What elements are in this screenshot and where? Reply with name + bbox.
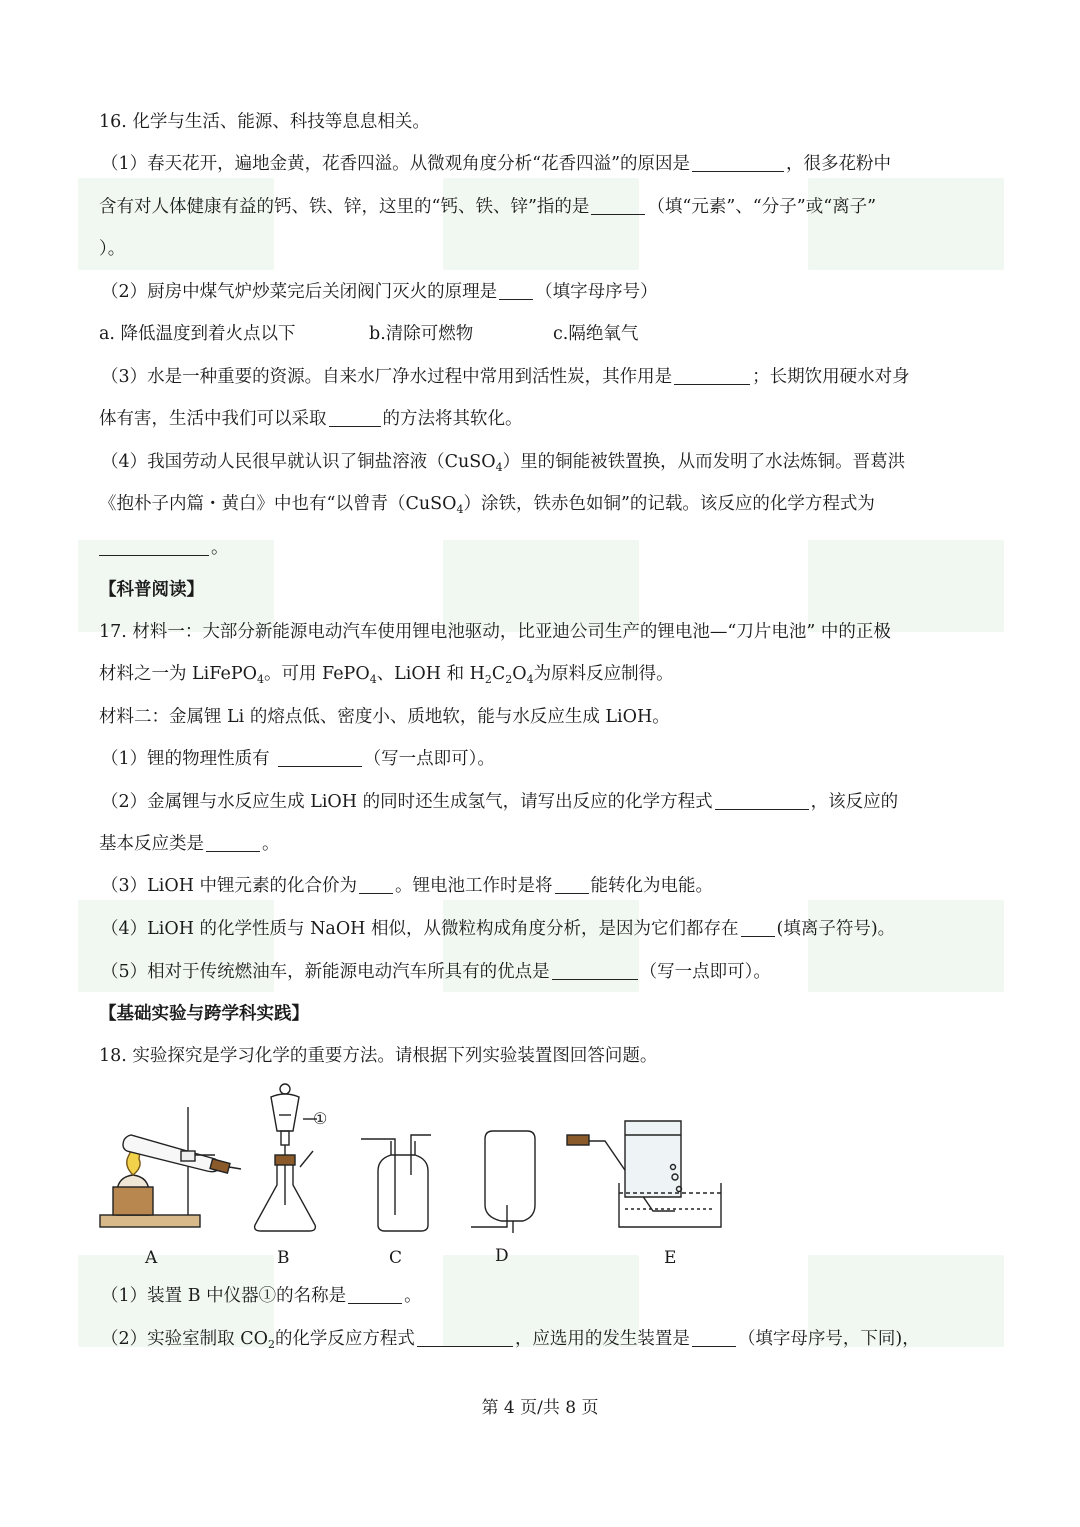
answer-blank[interactable] bbox=[206, 833, 260, 852]
q16-part4-line1: （4）我国劳动人民很早就认识了铜盐溶液（CuSO$_4$）里的铜能被铁置换，从而发明了水法炼铜。晋葛洪 bbox=[101, 452, 906, 474]
q16-part1-line1: （1）春天花开，遍地金黄，花香四溢。从微观角度分析“花香四溢”的原因是 ，很多花粉中 bbox=[101, 154, 892, 174]
instrument-marker: ① bbox=[313, 1109, 328, 1128]
answer-blank[interactable] bbox=[741, 918, 775, 937]
option-a: a. 降低温度到着火点以下 bbox=[99, 324, 296, 344]
page-footer: 第 4 页/共 8 页 bbox=[481, 1398, 599, 1418]
watermark-block bbox=[443, 178, 639, 270]
q17-part4: （4）LiOH 的化学性质与 NaOH 相似，从微粒构成角度分析，是因为它们都存在 (填离子符号)。 bbox=[101, 919, 896, 939]
apparatus-b bbox=[255, 1084, 328, 1231]
option-b: b.清除可燃物 bbox=[369, 324, 474, 344]
answer-blank[interactable] bbox=[552, 961, 638, 980]
section-heading-science-reading: 【科普阅读】 bbox=[99, 580, 204, 600]
answer-blank[interactable] bbox=[715, 791, 809, 810]
option-c: c.隔绝氧气 bbox=[553, 324, 639, 344]
watermark-block bbox=[443, 540, 639, 632]
q16-part3-line1: （3）水是一种重要的资源。自来水厂净水过程中常用到活性炭，其作用是 ；长期饮用硬水对身 bbox=[101, 367, 910, 387]
q16-stem: 16. 化学与生活、能源、科技等息息相关。 bbox=[99, 112, 430, 132]
q17-part2-line2: 基本反应类是 。 bbox=[99, 834, 280, 854]
apparatus-d bbox=[471, 1131, 535, 1233]
answer-blank[interactable] bbox=[329, 408, 381, 427]
answer-blank[interactable] bbox=[278, 748, 362, 767]
q17-material2: 材料二：金属锂 Li 的熔点低、密度小、质地软，能与水反应生成 LiOH。 bbox=[99, 707, 670, 727]
q17-material1-line2: 材料之一为 LiFePO$_4$。可用 FePO$_4$、LiOH 和 $H_2C_2O_4$为原料反应制得。 bbox=[99, 664, 674, 686]
answer-blank[interactable] bbox=[417, 1328, 513, 1347]
q18-stem: 18. 实验探究是学习化学的重要方法。请根据下列实验装置图回答问题。 bbox=[99, 1046, 658, 1066]
answer-blank[interactable] bbox=[692, 1328, 736, 1347]
q17-part3: （3）LiOH 中锂元素的化合价为 。锂电池工作时是将 能转化为电能。 bbox=[101, 876, 714, 896]
apparatus-label-a: A bbox=[145, 1248, 158, 1268]
answer-blank[interactable] bbox=[499, 281, 533, 300]
q16-options bbox=[99, 322, 638, 346]
q16-part3-line2: 体有害，生活中我们可以采取 的方法将其软化。 bbox=[99, 409, 523, 429]
apparatus-diagram bbox=[95, 1075, 735, 1275]
q18-part2: （2）实验室制取 $CO_2$的化学反应方程式 ，应选用的发生装置是 （填字母序号，下同)， bbox=[101, 1329, 920, 1351]
watermark-block bbox=[808, 540, 1004, 632]
q16-part4-line2: 《抱朴子内篇・黄白》中也有“以曾青（CuSO$_4$）涂铁，铁赤色如铜”的记载。该反应的化学方程式为 bbox=[99, 494, 875, 516]
answer-blank[interactable] bbox=[674, 366, 750, 385]
watermark-block bbox=[808, 900, 1004, 992]
answer-blank[interactable] bbox=[555, 875, 589, 894]
q17-part5: （5）相对于传统燃油车，新能源电动汽车所具有的优点是 （写一点即可）。 bbox=[101, 962, 771, 982]
answer-blank[interactable] bbox=[692, 153, 784, 172]
answer-blank[interactable] bbox=[359, 875, 393, 894]
watermark-block bbox=[808, 178, 1004, 270]
q17-part1: （1）锂的物理性质有 （写一点即可）。 bbox=[101, 749, 495, 769]
q16-part2: （2）厨房中煤气炉炒菜完后关闭阀门灭火的原理是 （填字母序号） bbox=[101, 282, 658, 302]
apparatus-c bbox=[361, 1135, 431, 1231]
apparatus-label-c: C bbox=[389, 1248, 403, 1268]
q17-part2-line1: （2）金属锂与水反应生成 LiOH 的同时还生成氢气，请写出反应的化学方程式 ，该反应的 bbox=[101, 792, 899, 812]
q16-part1-line3: ）。 bbox=[99, 239, 126, 259]
section-heading-basic-experiments: 【基础实验与跨学科实践】 bbox=[99, 1004, 309, 1024]
apparatus-label-d: D bbox=[495, 1246, 509, 1266]
q16-part1-line2: 含有对人体健康有益的钙、铁、锌，这里的“钙、铁、锌”指的是 （填“元素”、“分子”或“离子” bbox=[99, 197, 877, 217]
q18-part1: （1）装置 B 中仪器①的名称是 。 bbox=[101, 1286, 422, 1306]
q16-part4-line3: 。 bbox=[99, 536, 229, 560]
answer-blank[interactable] bbox=[348, 1285, 402, 1304]
apparatus-e bbox=[567, 1121, 721, 1227]
answer-blank[interactable] bbox=[99, 537, 209, 556]
q17-material1-line1: 17. 材料一：大部分新能源电动汽车使用锂电池驱动，比亚迪公司生产的锂电池—“刀片电池” 中的正极 bbox=[99, 622, 891, 642]
apparatus-label-b: B bbox=[277, 1248, 290, 1268]
apparatus-a bbox=[100, 1107, 241, 1227]
apparatus-label-e: E bbox=[664, 1248, 677, 1268]
answer-blank[interactable] bbox=[591, 196, 645, 215]
